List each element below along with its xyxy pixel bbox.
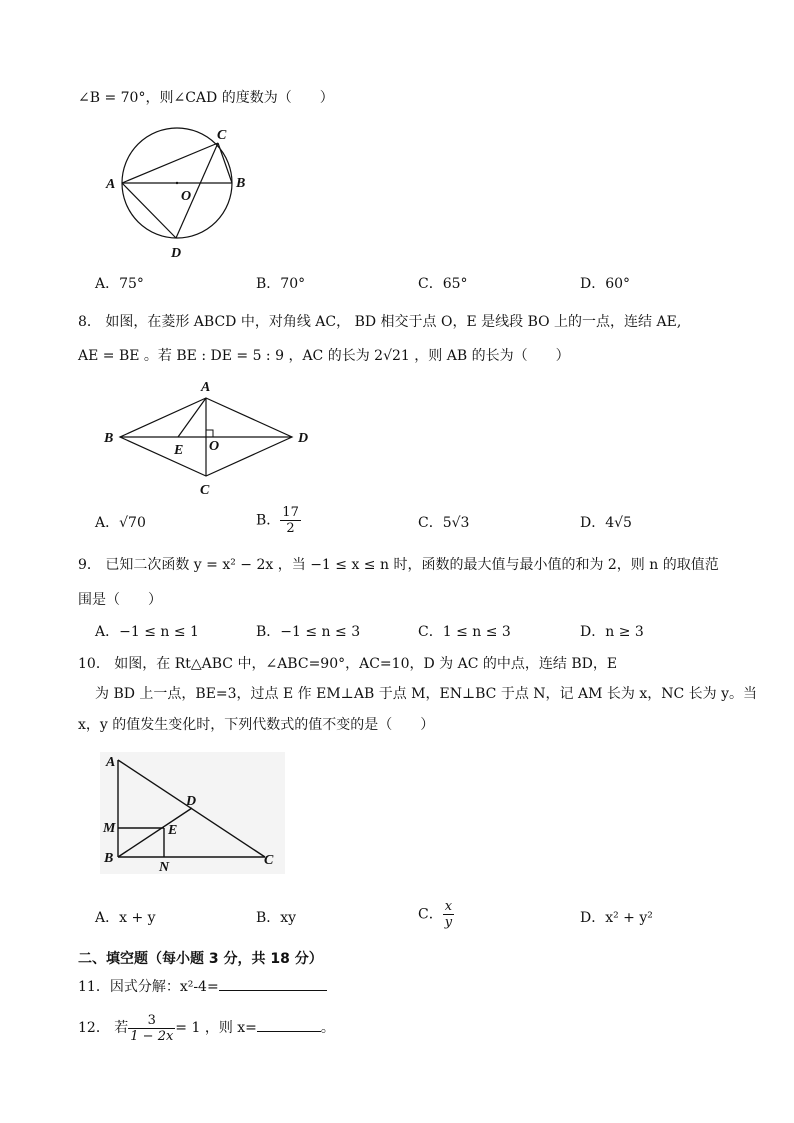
fraction-numerator: 3 <box>128 1013 175 1029</box>
q8-option-b-prefix: B． <box>256 512 281 529</box>
fraction-numerator: x <box>443 899 454 915</box>
q11-answer-blank[interactable] <box>219 976 327 991</box>
label-d: D <box>171 246 182 261</box>
center-dot <box>176 182 178 184</box>
q7-option-a: A．75° <box>95 276 144 292</box>
fraction-numerator: 17 <box>282 505 299 520</box>
q10-option-c <box>418 899 454 930</box>
label-b: B <box>104 851 114 866</box>
label-a: A <box>201 380 211 395</box>
q10-option-c-prefix: C． <box>418 906 443 923</box>
q9-option-c: C．1 ≤ n ≤ 3 <box>418 624 511 640</box>
q7-option-b: B．70° <box>256 276 306 292</box>
right-angle-mark <box>206 430 213 437</box>
figure-background <box>100 752 285 874</box>
fraction-denominator: y <box>444 915 453 930</box>
label-d: D <box>186 794 197 809</box>
label-n: N <box>159 860 170 875</box>
q10-line2: 为 BD 上一点，BE=3，过点 E 作 EM⊥AB 于点 M，EN⊥BC 于点 N，记 AM 长为 x，NC 长为 y。当 <box>95 686 757 702</box>
label-a: A <box>106 755 116 770</box>
q8-option-b-fraction <box>280 505 301 536</box>
label-m: M <box>103 821 116 836</box>
q10-line3: x，y 的值发生变化时，下列代数式的值不变的是（ ） <box>78 717 435 733</box>
q12-suffix: = 1 ，则 x= <box>175 1020 257 1036</box>
q9-option-d: D．n ≥ 3 <box>580 624 644 640</box>
q12 <box>78 1012 335 1044</box>
q10-triangle-figure <box>100 752 290 877</box>
fraction-denominator: 1 − 2x <box>130 1028 174 1044</box>
q7-option-d: D．60° <box>580 276 631 292</box>
q7-option-c: C．65° <box>418 276 468 292</box>
q12-answer-blank[interactable] <box>257 1017 321 1032</box>
q8-option-d: D．4√5 <box>580 515 632 531</box>
q12-end: 。 <box>320 1020 335 1036</box>
q9-line1: 9． 已知二次函数 y = x² − 2x ，当 −1 ≤ x ≤ n 时，函数的最大值与最小值的和为 2，则 n 的取值范 <box>78 557 719 573</box>
label-e: E <box>168 823 178 838</box>
q10-option-a: A．x + y <box>95 910 156 926</box>
label-a: A <box>106 177 116 192</box>
q10-option-d: D．x² + y² <box>580 910 653 926</box>
q11 <box>78 976 327 997</box>
label-o: O <box>181 189 192 204</box>
label-d: D <box>298 431 309 446</box>
q8-option-b <box>256 505 301 536</box>
q11-text: 11．因式分解：x²-4= <box>78 979 219 995</box>
q10-line1: 10． 如图，在 Rt△ABC 中，∠ABC=90°，AC=10，D 为 AC 的中点，连结 BD，E <box>78 656 618 672</box>
q9-option-a: A．−1 ≤ n ≤ 1 <box>95 624 199 640</box>
label-b: B <box>104 431 114 446</box>
q8-rhombus-figure <box>100 378 320 498</box>
label-c: C <box>200 483 210 498</box>
q9-option-b: B．−1 ≤ n ≤ 3 <box>256 624 361 640</box>
label-b: B <box>236 176 246 191</box>
segment-cb <box>218 143 232 183</box>
q10-option-c-fraction <box>443 899 454 930</box>
q9-line2: 围是（ ） <box>78 592 162 608</box>
q7-stem: ∠B = 70°，则∠CAD 的度数为（ ） <box>78 90 334 106</box>
q7-circle-figure <box>100 120 260 270</box>
label-c: C <box>217 128 227 143</box>
label-e: E <box>174 443 184 458</box>
label-o: O <box>209 439 220 454</box>
q8-option-c: C．5√3 <box>418 515 470 531</box>
q8-option-a: A．√70 <box>95 515 146 531</box>
label-c: C <box>264 853 274 868</box>
q8-line1: 8． 如图，在菱形 ABCD 中，对角线 AC， BD 相交于点 O，E 是线段 BO 上的一点，连结 AE, <box>78 314 682 330</box>
q12-prefix: 12． 若 <box>78 1020 129 1036</box>
q12-fraction <box>128 1013 175 1044</box>
q8-line2: AE = BE 。若 BE : DE = 5 : 9 ，AC 的长为 2√21 ，则 AB 的长为（ ） <box>78 348 570 364</box>
q10-option-b: B．xy <box>256 910 297 926</box>
fraction-denominator: 2 <box>286 521 295 536</box>
section-2-heading: 二、填空题（每小题 3 分，共 18 分） <box>78 951 323 967</box>
